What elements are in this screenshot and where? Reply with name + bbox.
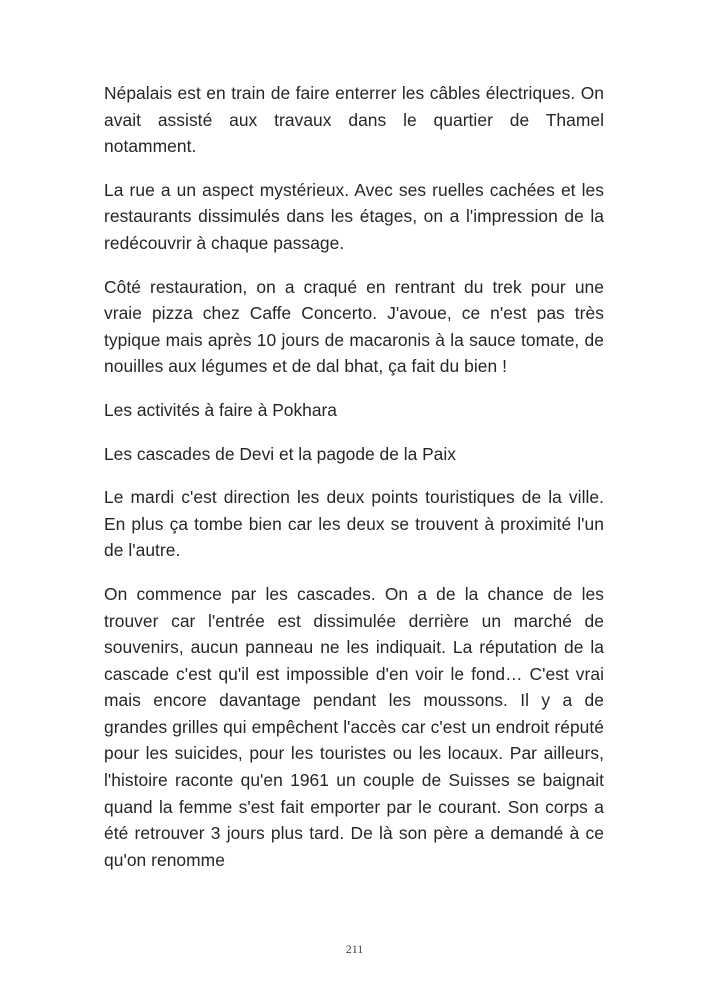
paragraph-street: La rue a un aspect mystérieux. Avec ses ruelles cachées et les restaurants dissimulés dans les étages, on a l'impression de la redécouvrir à chaque passage. <box>104 179 604 253</box>
page-number: 211 <box>345 942 364 956</box>
section-heading-activities: Les activités à faire à Pokhara <box>104 399 337 420</box>
body-text <box>104 80 604 890</box>
paragraph-cables: Népalais est en train de faire enterrer les câbles électriques. On avait assisté aux travaux dans le quartier de Thamel notamment. <box>104 83 604 157</box>
paragraph-tuesday: Le mardi c'est direction les deux points touristiques de la ville. En plus ça tombe bien car les deux se trouvent à proximité l'un de l'autre. <box>104 487 604 561</box>
subsection-heading-cascades: Les cascades de Devi et la pagode de la Paix <box>104 443 456 464</box>
paragraph-restaurant: Côté restauration, on a craqué en rentrant du trek pour une vraie pizza chez Caffe Concerto. J'avoue, ce n'est pas très typique mais après 10 jours de macaronis à la sauce tomate, de nouilles aux légumes et de dal bhat, ça fait du bien ! <box>104 276 604 377</box>
paragraph-cascades: On commence par les cascades. On a de la chance de les trouver car l'entrée est dissimulée derrière un marché de souvenirs, aucun panneau ne les indiquait. La réputation de la cascade c'est qu'il est impossible d'en voir le fond… C'est vrai mais encore davantage pendant les moussons. Il y a de grandes grilles qui empêchent l'accès car c'est un endroit réputé pour les suicides, pour les touristes ou les locaux. Par ailleurs, l'histoire raconte qu'en 1961 un couple de Suisses se baignait quand la femme s'est fait emporter par le courant. Son corps a été retrouver 3 jours plus tard. De là son père a demandé à ce qu'on renomme <box>104 583 604 870</box>
